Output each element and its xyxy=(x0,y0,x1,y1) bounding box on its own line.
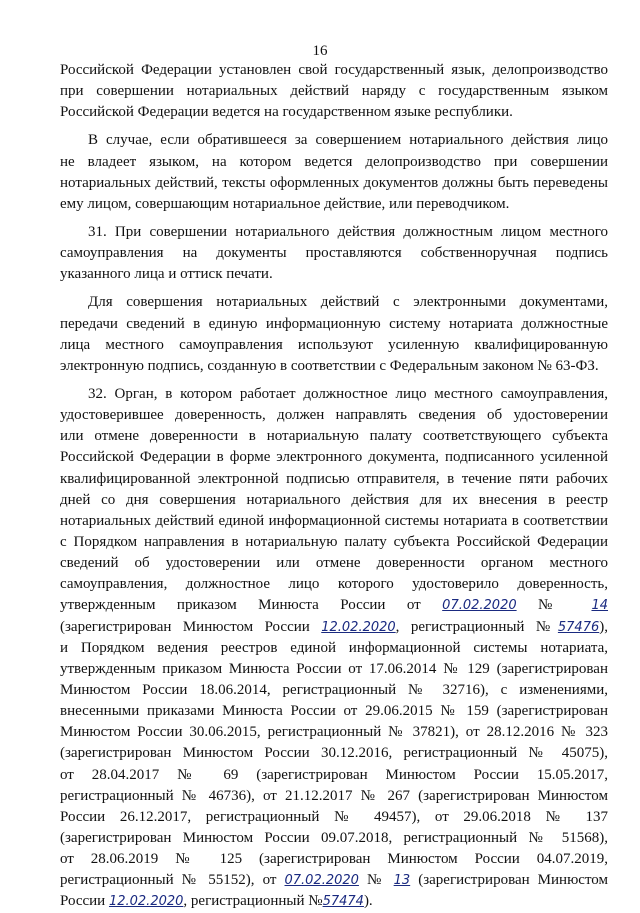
text-fragment: России xyxy=(60,893,109,910)
text-line: ему лицом, совершающим нотариальное действие, или переводчиком. xyxy=(60,195,510,212)
text-line: или отмене доверенности в нотариальную палату соответствующего субъекта xyxy=(60,428,608,445)
text-line: России 26.12.2017, регистрационный № 49457), от 29.06.2018 № 137 xyxy=(60,808,608,825)
text-fragment: № xyxy=(358,872,394,889)
text-line: квалифицированной электронной подписью отправителя, в течение пяти рабочих xyxy=(60,470,608,487)
text-fragment: № xyxy=(516,597,592,614)
text-line: не владеет языком, на котором ведется делопроизводство при совершении xyxy=(60,153,608,170)
text-line: (зарегистрирован Минюстом России 30.12.2016, регистрационный № 45075), xyxy=(60,745,608,762)
text-line: самоуправления на документы проставляются собственноручная подпись xyxy=(60,245,608,262)
page-number: 16 xyxy=(312,43,328,59)
text-fragment: ). xyxy=(363,893,373,910)
text-line: передачи сведений в единую информационную систему нотариата должностные xyxy=(60,315,608,332)
handwritten-date: 12.02.2020 xyxy=(108,894,184,910)
text-line: лица местного самоуправления используют усиленную квалифицированную xyxy=(60,336,608,353)
text-line: дней со дня совершения нотариального действия для их внесения в реестр xyxy=(60,491,608,508)
text-fragment: регистрационный № 55152), от xyxy=(60,872,285,889)
handwritten-number: 57476 xyxy=(557,619,600,635)
text-line: с Порядком направления в нотариальную палату субъекта Российской Федерации xyxy=(60,533,608,550)
handwritten-number: 57474 xyxy=(322,894,364,910)
text-line: Минюстом России 18.06.2014, регистрационный № 32716), с изменениями, xyxy=(60,681,608,698)
text-line: 32. Орган, в котором работает должностное лицо местного самоуправления, xyxy=(88,385,608,402)
handwritten-number: 13 xyxy=(393,873,411,889)
text-line: при совершении нотариальных действий наряду с государственным языком xyxy=(60,83,608,100)
text-line: и Порядком ведения реестров единой информационной системы нотариата, xyxy=(60,639,608,656)
handwritten-date: 07.02.2020 xyxy=(284,873,359,889)
text-fragment: , регистрационный № xyxy=(395,618,558,635)
text-line xyxy=(60,595,608,616)
handwritten-date: 07.02.2020 xyxy=(442,598,517,614)
text-line: удостоверившее доверенность, должен направлять сведения об удостоверении xyxy=(60,407,608,424)
text-line: утвержденным приказом Минюста России от 17.06.2014 № 129 (зарегистрирован xyxy=(60,660,608,677)
text-line: Для совершения нотариальных действий с электронными документами, xyxy=(88,294,608,311)
text-fragment: , регистрационный № xyxy=(183,893,323,910)
text-line: регистрационный № 46736), от 21.12.2017 № 267 (зарегистрирован Минюстом xyxy=(60,787,608,804)
text-fragment: (зарегистрирован Минюстом xyxy=(410,872,609,889)
text-line: Минюстом России 30.06.2015, регистрационный № 37821), от 28.12.2016 № 323 xyxy=(60,724,608,741)
text-fragment: (зарегистрирован Минюстом России xyxy=(60,618,322,635)
text-line: Российской Федерации ведется на государственном языке республики. xyxy=(60,104,513,121)
text-line: (зарегистрирован Минюстом России 09.07.2018, регистрационный № 51568), xyxy=(60,829,608,846)
text-line xyxy=(60,617,608,638)
text-line: самоуправления, должностное лицо которого удостоверило доверенность, xyxy=(60,576,608,593)
text-line: Российской Федерации в форме электронного документа, подписанного усиленной xyxy=(60,449,608,466)
handwritten-date: 12.02.2020 xyxy=(321,619,396,635)
document-body xyxy=(60,60,608,912)
handwritten-number: 14 xyxy=(591,598,609,614)
text-line: Российской Федерации установлен свой государственный язык, делопроизводство xyxy=(60,62,608,78)
text-line: электронную подпись, созданную в соответствии с Федеральным законом № 63-ФЗ. xyxy=(60,357,599,374)
text-line xyxy=(60,891,608,912)
text-line: нотариальных действий, тексты оформленных документов должны быть переведены xyxy=(60,174,608,191)
text-line: 31. При совершении нотариального действия должностным лицом местного xyxy=(88,223,608,240)
text-fragment: ), xyxy=(599,618,608,635)
text-line: от 28.06.2019 № 125 (зарегистрирован Минюстом России 04.07.2019, xyxy=(60,851,608,868)
text-line: внесенными приказами Минюста России от 29.06.2015 № 159 (зарегистрирован xyxy=(60,703,608,720)
text-fragment: утвержденным приказом Минюста России от xyxy=(60,597,443,614)
text-line: нотариальных действий единой информационной системы нотариата в соответствии xyxy=(60,512,608,529)
text-line: указанного лица и оттиск печати. xyxy=(60,266,273,283)
text-line: сведений об удостоверении или отмене доверенности органом местного xyxy=(60,555,608,572)
text-line: В случае, если обратившееся за совершением нотариального действия лицо xyxy=(88,132,608,149)
text-line xyxy=(60,870,608,891)
text-line: от 28.04.2017 № 69 (зарегистрирован Минюстом России 15.05.2017, xyxy=(60,766,608,783)
